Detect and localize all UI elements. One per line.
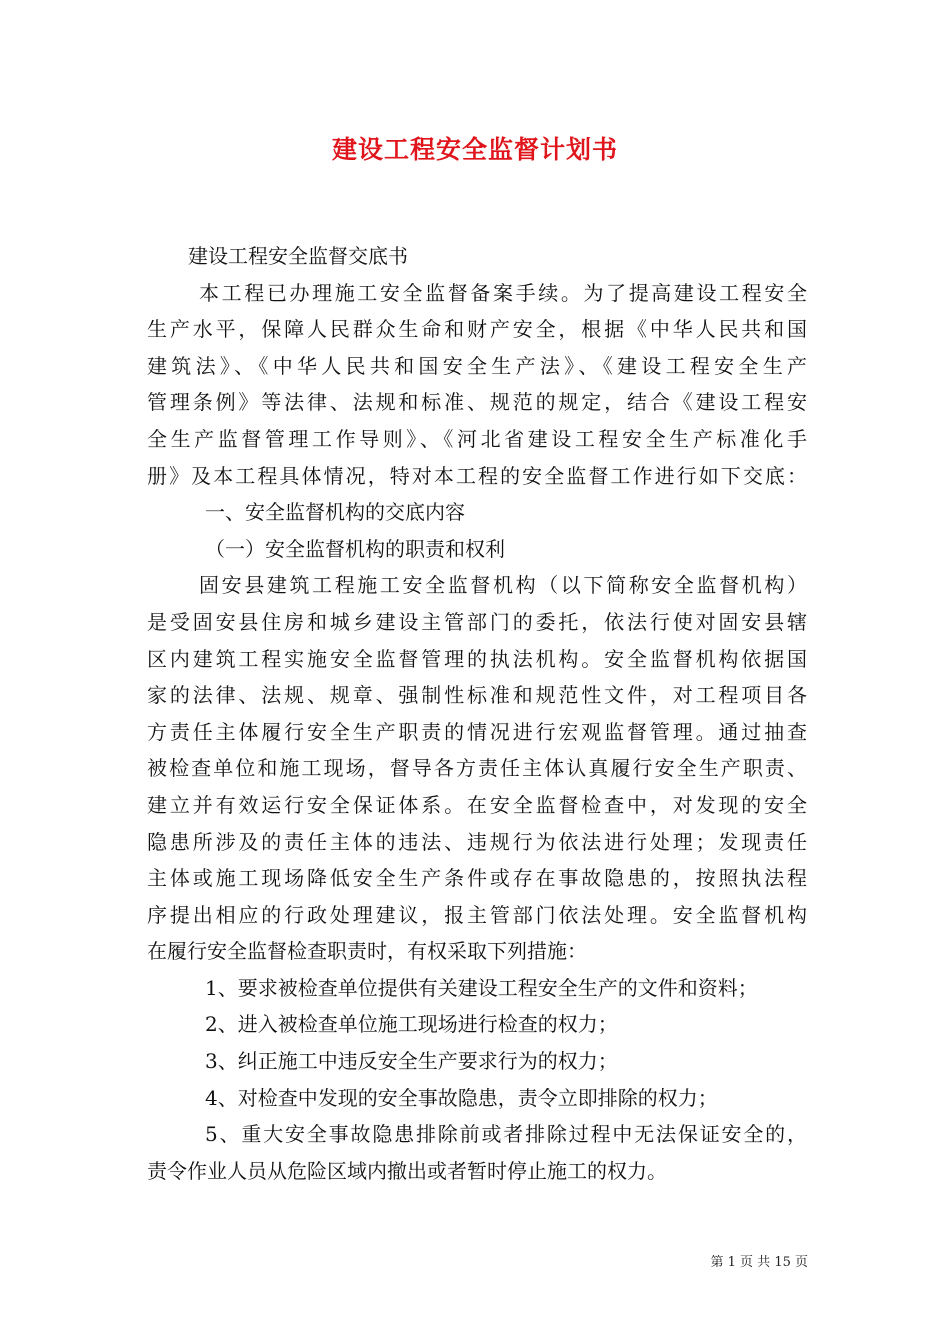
section-heading: 建设工程安全监督交底书 — [188, 244, 408, 268]
paragraph-line: 主体或施工现场降低安全生产条件或存在事故隐患的，按照执法程 — [147, 866, 807, 891]
paragraph-line: 册》及本工程具体情况，特对本工程的安全监督工作进行如下交底： — [147, 463, 807, 488]
list-item: 4、对检查中发现的安全事故隐患，责令立即排除的权力； — [205, 1085, 718, 1110]
paragraph-line: 建立并有效运行安全保证体系。在安全监督检查中，对发现的安全 — [147, 792, 807, 817]
list-item-continuation: 责令作业人员从危险区域内撤出或者暂时停止施工的权力。 — [147, 1158, 667, 1183]
paragraph-line: 固安县建筑工程施工安全监督机构（以下简称安全监督机构） — [199, 573, 807, 598]
paragraph-line: 管理条例》等法律、法规和标准、规范的规定，结合《建设工程安 — [147, 390, 807, 415]
list-item: 2、进入被检查单位施工现场进行检查的权力； — [205, 1012, 618, 1037]
document-body — [147, 238, 807, 1189]
paragraph-line: 被检查单位和施工现场，督导各方责任主体认真履行安全生产职责、 — [147, 756, 807, 781]
paragraph-line: 区内建筑工程实施安全监督管理的执法机构。安全监督机构依据国 — [147, 646, 807, 671]
paragraph-line: 家的法律、法规、规章、强制性标准和规范性文件，对工程项目各 — [147, 683, 807, 708]
subsection-heading: （一）安全监督机构的职责和权利 — [205, 536, 505, 561]
document-title: 建设工程安全监督计划书 — [331, 135, 618, 164]
paragraph-line: 隐患所涉及的责任主体的违法、违规行为依法进行处理；发现责任 — [147, 829, 807, 854]
section-heading: 一、安全监督机构的交底内容 — [205, 500, 465, 525]
paragraph-line: 方责任主体履行安全生产职责的情况进行宏观监督管理。通过抽查 — [147, 719, 807, 744]
page-number: 第 1 页 共 15 页 — [710, 1255, 808, 1270]
list-item: 1、要求被检查单位提供有关建设工程安全生产的文件和资料； — [205, 975, 758, 1000]
list-item: 5、重大安全事故隐患排除前或者排除过程中无法保证安全的， — [205, 1122, 807, 1147]
paragraph-line: 本工程已办理施工安全监督备案手续。为了提高建设工程安全 — [199, 280, 807, 305]
paragraph-line: 在履行安全监督检查职责时，有权采取下列措施： — [147, 939, 587, 964]
paragraph-line: 建筑法》、《中华人民共和国安全生产法》、《建设工程安全生产 — [147, 353, 807, 378]
paragraph-line: 是受固安县住房和城乡建设主管部门的委托，依法行使对固安县辖 — [147, 609, 807, 634]
paragraph-line: 生产水平，保障人民群众生命和财产安全，根据《中华人民共和国 — [147, 317, 807, 342]
paragraph-line: 全生产监督管理工作导则》、《河北省建设工程安全生产标准化手 — [147, 426, 807, 451]
paragraph-line: 序提出相应的行政处理建议，报主管部门依法处理。安全监督机构 — [147, 902, 807, 927]
list-item: 3、纠正施工中违反安全生产要求行为的权力； — [205, 1049, 618, 1074]
